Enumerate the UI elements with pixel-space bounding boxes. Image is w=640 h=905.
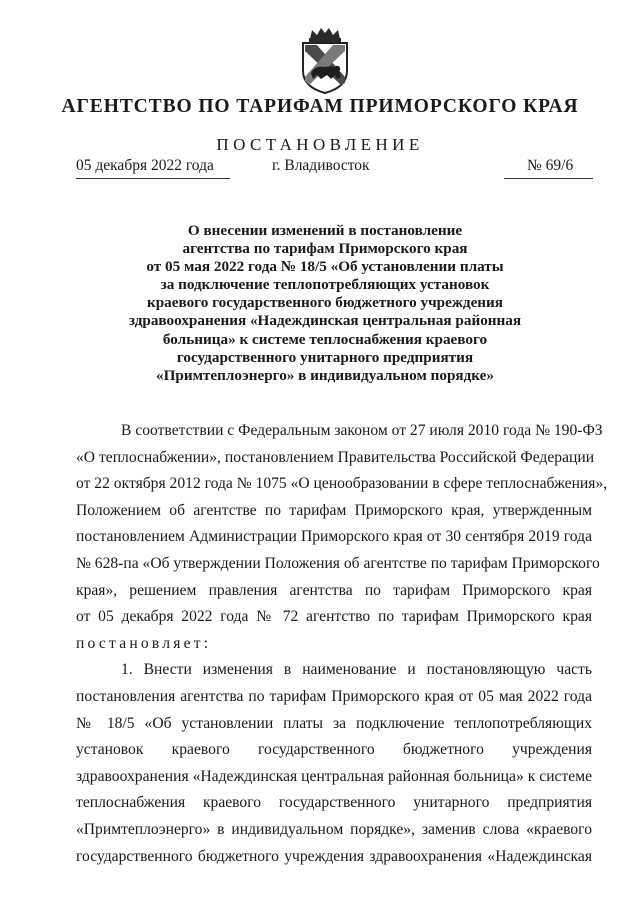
title-line: государственного унитарного предприятия — [176, 348, 474, 366]
title-line: здравоохранения «Надеждинская центральная районная — [128, 312, 522, 330]
body-line: 1. Внести изменения в наименование и постановляющую часть — [121, 661, 592, 679]
body-line: края», решением правления агентства по тарифам Приморского края — [76, 581, 592, 599]
body-line: от 05 декабря 2022 года № 72 агентство по тарифам Приморского края — [76, 608, 592, 626]
title-line: краевого государственного бюджетного учреждения — [146, 294, 504, 312]
agency-name: АГЕНТСТВО ПО ТАРИФАМ ПРИМОРСКОГО КРАЯ — [61, 96, 579, 117]
document-type: ПОСТАНОВЛЕНИЕ — [216, 135, 424, 154]
date-underline — [76, 178, 230, 179]
body-line: теплоснабжения краевого государственного унитарного предприятия — [76, 794, 592, 812]
title-line: «Примтеплоэнерго» в индивидуальном порядке» — [155, 366, 495, 384]
body-line: здравоохранения «Надеждинская центральная районная больница» к системе — [76, 767, 592, 785]
body-line: установок краевого государственного бюджетного учреждения — [76, 741, 592, 759]
document-number: № 69/6 — [527, 157, 574, 174]
title-line: за подключение теплопотребляющих установок — [160, 276, 490, 294]
body-line: Положением об агентстве по тарифам Приморского края, утвержденным — [76, 501, 592, 519]
title-line: О внесении изменений в постановление — [187, 222, 463, 239]
body-line: № 628-па «Об утверждении Положения об агентстве по тарифам Приморского — [76, 554, 600, 572]
number-underline — [504, 178, 593, 179]
title-line: от 05 мая 2022 года № 18/5 «Об установлении платы — [146, 258, 504, 276]
title-line: агентства по тарифам Приморского края — [182, 240, 468, 258]
document-title — [100, 222, 550, 385]
body-line: В соответствии с Федеральным законом от 27 июля 2010 года № 190-ФЗ — [121, 422, 603, 439]
body-line: постановлением Администрации Приморского края от 30 сентября 2019 года — [76, 528, 592, 546]
title-line: больница» к системе теплоснабжения краевого — [162, 330, 488, 348]
document-city: г. Владивосток — [272, 157, 370, 174]
body-line: «О теплоснабжении», постановлением Правительства Российской Федерации — [76, 448, 595, 466]
body-line-decree: постановляет: — [76, 634, 212, 652]
body-line: постановления агентства по тарифам Приморского края от 05 мая 2022 года — [76, 687, 592, 705]
body-line: «Примтеплоэнерго» в индивидуальном порядке», заменив слова «краевого — [76, 820, 592, 838]
primorsky-krai-coat-of-arms-icon — [297, 27, 353, 95]
body-line: государственного бюджетного учреждения здравоохранения «Надеждинская — [76, 847, 592, 865]
document-body — [76, 418, 608, 870]
document-date: 05 декабря 2022 года — [76, 157, 214, 174]
body-line: № 18/5 «Об установлении платы за подключение теплопотребляющих — [76, 714, 592, 732]
body-line: от 22 октября 2012 года № 1075 «О ценообразовании в сфере теплоснабжения», — [76, 475, 608, 493]
